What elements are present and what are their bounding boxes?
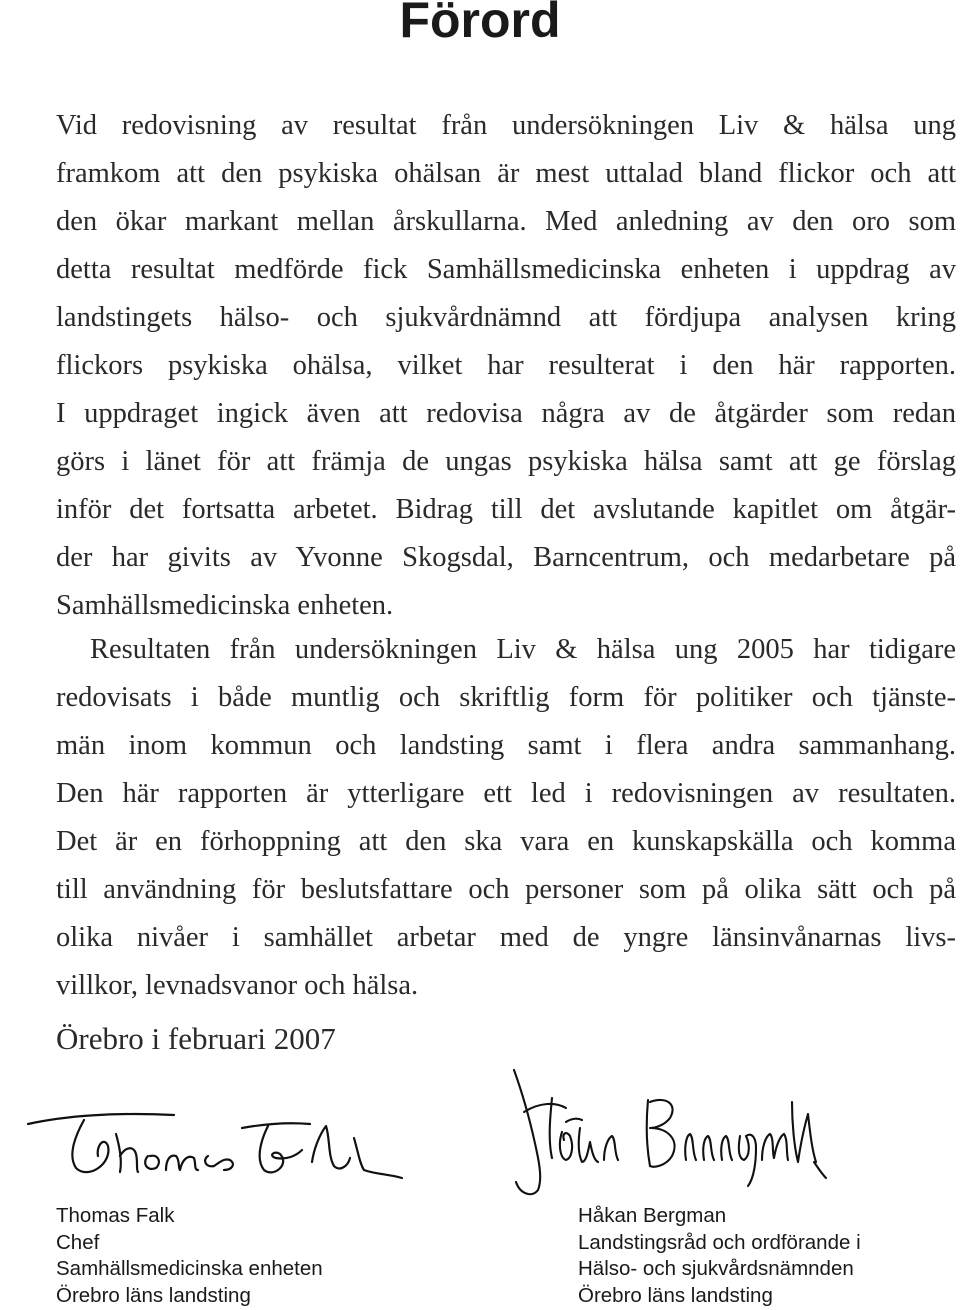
paragraph-line: Vid redovisning av resultat från undersökningen Liv & hälsa ung xyxy=(56,110,956,141)
paragraph-line: redovisats i både muntlig och skriftlig form för politiker och tjänste- xyxy=(56,682,956,713)
paragraph-line: olika nivåer i samhället arbetar med de yngre länsinvånarnas livs- xyxy=(56,922,956,953)
paragraph-line: detta resultat medförde fick Samhällsmedicinska enheten i uppdrag av xyxy=(56,254,956,285)
paragraph-line: I uppdraget ingick även att redovisa några av de åtgärder som redan xyxy=(56,398,956,429)
paragraph-line: Resultaten från undersökningen Liv & hälsa ung 2005 har tidigare xyxy=(90,634,956,665)
signatory-role: Landstingsråd och ordförande i xyxy=(578,1230,861,1254)
signatory-block-thomas-falk xyxy=(56,1203,323,1309)
paragraph-line: landstingets hälso- och sjukvårdnämnd att fördjupa analysen kring xyxy=(56,302,956,333)
paragraph-line: villkor, levnadsvanor och hälsa. xyxy=(56,970,419,1001)
place-and-date: Örebro i februari 2007 xyxy=(56,1021,336,1056)
paragraph-line: inför det fortsatta arbetet. Bidrag till det avslutande kapitlet om åtgär- xyxy=(56,494,956,525)
signature-thomas-falk xyxy=(24,1098,404,1188)
signatory-block-hakan-bergman xyxy=(578,1203,861,1309)
paragraph-2 xyxy=(56,626,956,1010)
paragraph-line: flickors psykiska ohälsa, vilket har resulterat i den här rapporten. xyxy=(56,350,956,381)
signatory-organization: Örebro läns landsting xyxy=(56,1283,251,1307)
signatory-unit: Hälso- och sjukvårdsnämnden xyxy=(578,1257,854,1280)
signatory-name: Thomas Falk xyxy=(56,1204,175,1227)
paragraph-line: till användning för beslutsfattare och personer som på olika sätt och på xyxy=(56,874,956,905)
signature-hakan-bergman xyxy=(500,1062,830,1208)
paragraph-1 xyxy=(56,102,956,630)
signatory-unit: Samhällsmedicinska enheten xyxy=(56,1257,323,1280)
paragraph-line: män inom kommun och landsting samt i flera andra sammanhang. xyxy=(56,730,956,761)
page-title: Förord xyxy=(399,0,561,48)
paragraph-line: görs i länet för att främja de ungas psykiska hälsa samt att ge förslag xyxy=(56,446,956,477)
signatory-organization: Örebro läns landsting xyxy=(578,1283,773,1307)
paragraph-line: den ökar markant mellan årskullarna. Med anledning av den oro som xyxy=(56,206,956,237)
paragraph-line: Det är en förhoppning att den ska vara en kunskapskälla och komma xyxy=(56,826,956,857)
signatory-role: Chef xyxy=(56,1230,100,1254)
paragraph-line: Den här rapporten är ytterligare ett led i redovisningen av resultaten. xyxy=(56,778,956,809)
signatory-name: Håkan Bergman xyxy=(578,1204,727,1227)
paragraph-line: framkom att den psykiska ohälsan är mest uttalad bland flickor och att xyxy=(56,158,956,189)
paragraph-line: der har givits av Yvonne Skogsdal, Barncentrum, och medarbetare på xyxy=(56,542,956,573)
paragraph-line: Samhällsmedicinska enheten. xyxy=(56,590,394,621)
